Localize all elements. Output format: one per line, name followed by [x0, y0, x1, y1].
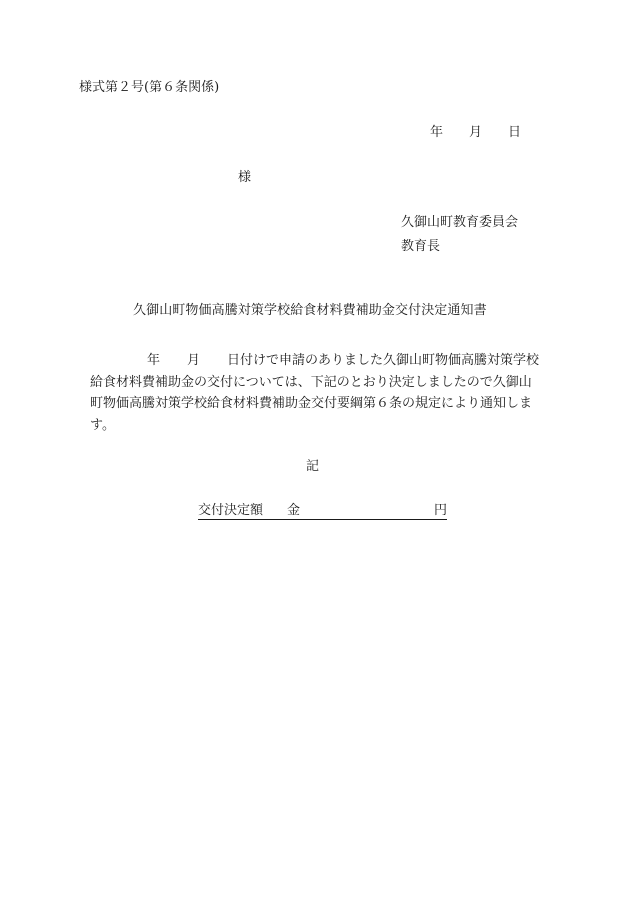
grant-amount-unit: 円 — [434, 503, 448, 518]
form-number: 様式第２号(第６条関係) — [79, 80, 220, 95]
ki-heading: 記 — [306, 459, 320, 474]
body-line-3: 町物価高騰対策学校給食材料費補助金交付要綱第６条の規定により通知しま — [90, 396, 533, 411]
body-line-4: す。 — [90, 417, 115, 433]
date-day-label: 日 — [508, 125, 522, 140]
body-line-2: 給食材料費補助金の交付については、下記のとおり決定しましたので久御山 — [90, 374, 532, 390]
date-month-label: 月 — [469, 125, 483, 140]
sender-organization: 久御山町教育委員会 — [401, 215, 519, 230]
body-line-1 — [90, 350, 552, 372]
sender-title: 教育長 — [401, 239, 441, 254]
addressee-honorific: 様 — [238, 170, 252, 185]
body-paragraph — [90, 350, 552, 436]
body-month-label: 月 — [187, 353, 201, 368]
body-line-1-text: 日付けで申請のありました久御山町物価高騰対策学校 — [227, 353, 540, 368]
document-title: 久御山町物価高騰対策学校給食材料費補助金交付決定通知書 — [133, 303, 487, 318]
body-year-label: 年 — [147, 353, 161, 368]
grant-amount-prefix: 金 — [287, 503, 301, 518]
issue-date — [430, 126, 521, 139]
grant-amount-line — [198, 504, 447, 520]
sender-block — [401, 216, 518, 264]
grant-amount-label: 交付決定額 — [198, 503, 264, 518]
date-year-label: 年 — [430, 125, 444, 140]
